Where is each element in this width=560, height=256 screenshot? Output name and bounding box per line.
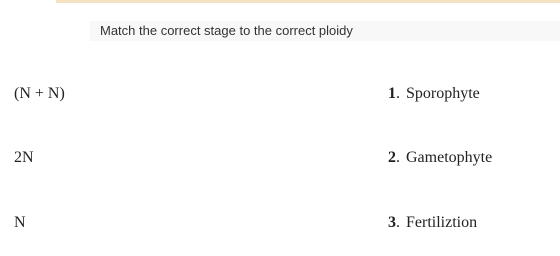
stage-number: 2 [388,149,396,166]
stage-item[interactable]: 2. Gametophyte [388,149,493,166]
question-instruction: Match the correct stage to the correct ploidy [100,23,353,38]
stage-label: Gametophyte [406,149,493,166]
stage-item[interactable]: 3. Fertiliztion [388,214,478,231]
ploidy-item[interactable]: 2N [14,149,34,166]
stage-label: Fertiliztion [406,214,478,231]
ploidy-item[interactable]: N [14,214,26,231]
stage-label: Sporophyte [406,85,480,102]
stage-item[interactable]: 1. Sporophyte [388,85,480,102]
top-accent-bar [56,0,560,3]
stage-number: 3 [388,214,396,231]
ploidy-item[interactable]: (N + N) [14,85,65,102]
stage-number: 1 [388,85,396,102]
